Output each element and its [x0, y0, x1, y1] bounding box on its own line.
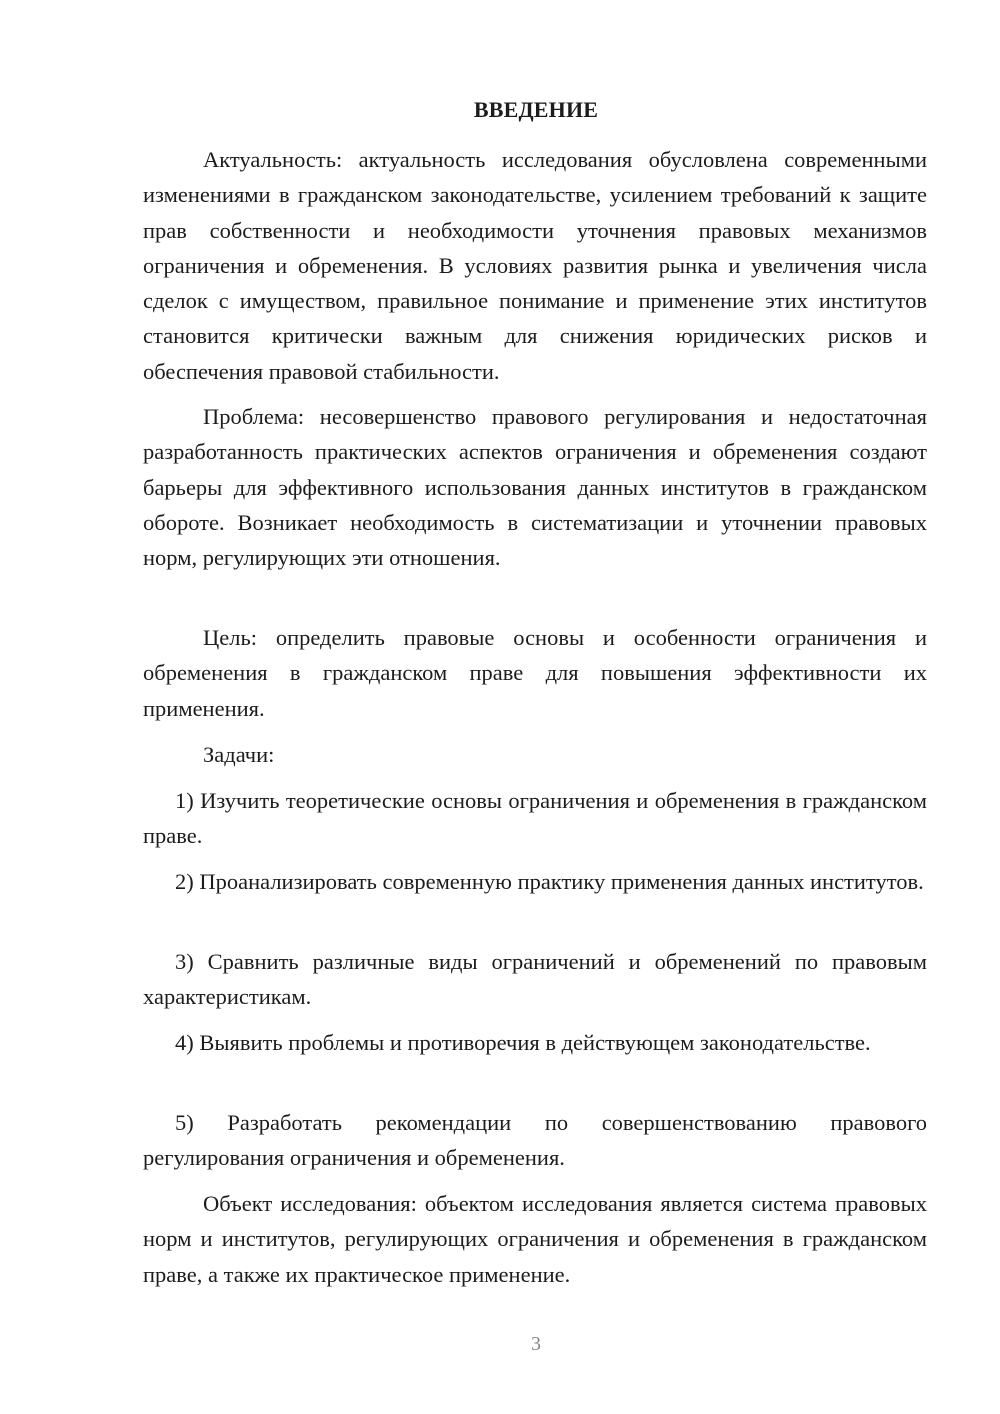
task-item-2: 2) Проанализировать современную практику применения данных институтов.	[175, 869, 924, 894]
section-title: ВВЕДЕНИЕ	[473, 97, 599, 122]
problem-paragraph: Проблема: несовершенство правового регулирования и недостаточная разработанность практических аспектов ограничения и обременения создают барьеры для эффективного использования данных институтов в гражданском обороте. Возникает необходимость в систематизации и уточнении правовых норм, регулирующих эти отношения.	[143, 404, 927, 571]
goal-paragraph: Цель: определить правовые основы и особенности ограничения и обременения в гражданском праве для повышения эффективности их применения.	[143, 625, 927, 721]
research-object-paragraph: Объект исследования: объектом исследования является система правовых норм и институтов, регулирующих ограничения и обременения в гражданском праве, а также их практическое применение.	[143, 1191, 927, 1287]
task-item-4: 4) Выявить проблемы и противоречия в действующем законодательстве.	[175, 1030, 871, 1055]
task-item-1: 1) Изучить теоретические основы ограничения и обременения в гражданском праве.	[143, 788, 927, 849]
task-item-3: 3) Сравнить различные виды ограничений и обременений по правовым характеристикам.	[143, 949, 927, 1010]
tasks-heading: Задачи:	[203, 742, 275, 767]
relevance-paragraph: Актуальность: актуальность исследования обусловлена современными изменениями в гражданском законодательстве, усилением требований к защите прав собственности и необходимости уточнения правовых механизмов ограничения и обременения. В условиях развития рынка и увеличения числа сделок с имуществом, правильное понимание и применение этих институтов становится критически важным для снижения юридических рисков и обеспечения правовой стабильности.	[143, 147, 927, 384]
task-item-5: 5) Разработать рекомендации по совершенствованию правового регулирования ограничения и обременения.	[143, 1110, 927, 1171]
page-number: 3	[531, 1333, 541, 1355]
